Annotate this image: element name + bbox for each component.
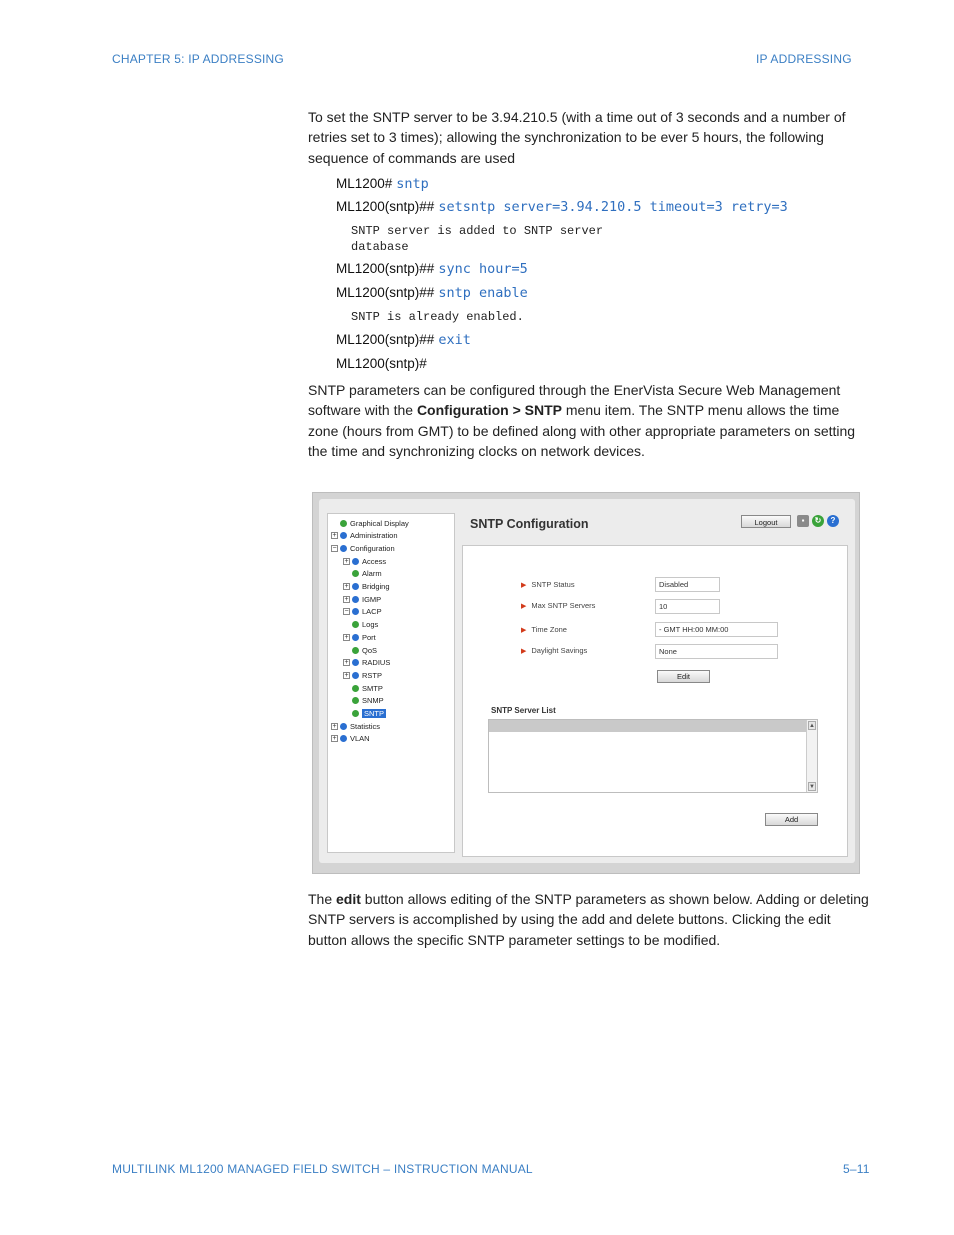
command-line [336, 261, 528, 277]
node-icon [352, 685, 359, 692]
tree-item[interactable] [331, 720, 380, 732]
command-prompt: ML1200(sntp)## [336, 285, 435, 300]
node-icon [352, 672, 359, 679]
edit-paragraph [308, 889, 872, 950]
tree-item-label: RADIUS [362, 658, 391, 668]
running-header-chapter: CHAPTER 5: IP ADDRESSING [112, 52, 284, 66]
field-label-text: SNTP Status [531, 580, 575, 589]
command-prompt: ML1200(sntp)# [336, 356, 427, 371]
bullet-arrow-icon: ▶ [521, 647, 527, 655]
paragraph-text: menu item. The SNTP menu allows the time zone (hours from GMT) to be defined along with other appropriate parameters on setting the time and synchronizing clocks on network devices. [308, 402, 856, 459]
sntp-status-field[interactable]: Disabled [655, 577, 720, 592]
tree-item-label: Statistics [350, 721, 381, 731]
tree-item-label: QoS [362, 645, 378, 655]
node-icon [352, 596, 359, 603]
tree-item[interactable] [343, 657, 390, 669]
tree-item[interactable] [343, 682, 383, 694]
sntp-configuration-screenshot [312, 492, 860, 874]
tree-item[interactable] [343, 606, 382, 618]
expand-icon[interactable]: + [332, 735, 337, 743]
spacer [331, 520, 338, 527]
tree-item-label: SNMP [362, 696, 384, 706]
bullet-arrow-icon: ▶ [521, 602, 527, 610]
command-code: sync hour=5 [438, 261, 528, 277]
node-icon [352, 570, 359, 577]
tree-item-label: Configuration [350, 543, 395, 553]
sntp-web-paragraph [308, 380, 872, 461]
paragraph-text: SNTP parameters can be configured through the EnerVista Secure Web Management software with the [308, 382, 841, 419]
tree-item-label: Alarm [362, 569, 382, 579]
help-icon[interactable]: ? [827, 515, 839, 527]
spacer [343, 685, 350, 692]
sntp-server-list-label: SNTP Server List [491, 706, 556, 715]
running-footer-title: MULTILINK ML1200 MANAGED FIELD SWITCH – INSTRUCTION MANUAL [112, 1162, 533, 1176]
tree-item[interactable] [343, 695, 384, 707]
node-icon [352, 583, 359, 590]
bullet-arrow-icon: ▶ [521, 626, 527, 634]
save-icon[interactable]: ▪ [797, 515, 809, 527]
node-icon [340, 735, 347, 742]
expand-icon[interactable]: + [344, 557, 349, 565]
scroll-down-icon[interactable]: ▼ [809, 784, 815, 790]
scroll-up-icon[interactable]: ▲ [809, 723, 815, 729]
spacer [343, 710, 350, 717]
tree-item[interactable] [343, 644, 377, 656]
node-icon [340, 545, 347, 552]
tree-item[interactable] [331, 517, 409, 529]
expand-icon[interactable]: + [344, 659, 349, 667]
node-icon [340, 532, 347, 539]
running-header-section: IP ADDRESSING [756, 52, 852, 66]
daylight-savings-field[interactable]: None [655, 644, 778, 659]
field-label-text: Time Zone [531, 625, 567, 634]
command-code: exit [438, 332, 471, 348]
tree-item[interactable] [343, 631, 376, 643]
paragraph-text: button allows editing of the SNTP parameters as shown below. Adding or deleting SNTP servers is accomplished by using the add and delete buttons. Clicking the edit button allows the specific SNTP parameter settings to be modified. [308, 891, 869, 948]
tree-item-label: SNTP [364, 709, 385, 718]
field-label-text: Max SNTP Servers [531, 601, 596, 610]
command-output: SNTP server is added to SNTP server database [351, 224, 604, 254]
tree-item-label: Port [362, 632, 376, 642]
tree-item-label: VLAN [350, 734, 370, 744]
command-prompt: ML1200(sntp)## [336, 332, 435, 347]
expand-icon[interactable]: + [344, 595, 349, 603]
spacer [343, 621, 350, 628]
page-number: 5–11 [843, 1162, 870, 1176]
edit-keyword: edit [336, 891, 361, 907]
expand-icon[interactable]: + [332, 532, 337, 540]
field-label-daylight-savings [521, 646, 587, 655]
node-icon [352, 647, 359, 654]
field-label-max-servers [521, 601, 595, 610]
command-prompt: ML1200# [336, 176, 393, 191]
tree-item[interactable] [331, 733, 370, 745]
sntp-server-list[interactable] [488, 719, 818, 793]
tree-item-label: Graphical Display [350, 518, 409, 528]
command-line [336, 176, 429, 192]
list-scrollbar[interactable] [806, 720, 817, 792]
command-code: sntp enable [438, 285, 528, 301]
command-line [336, 356, 431, 372]
logout-button[interactable]: Logout [741, 515, 791, 528]
expand-icon[interactable]: + [344, 583, 349, 590]
tree-item-label: Logs [362, 620, 379, 630]
node-icon [352, 697, 359, 704]
menu-path: Configuration > SNTP [416, 402, 562, 419]
tree-item[interactable] [343, 555, 386, 567]
expand-icon[interactable]: + [332, 722, 337, 730]
command-output: SNTP is already enabled. [351, 310, 524, 324]
collapse-icon[interactable]: − [344, 608, 349, 616]
time-zone-field[interactable]: - GMT HH:00 MM:00 [655, 622, 778, 637]
node-icon [352, 710, 359, 717]
node-icon [352, 621, 359, 628]
tree-item[interactable] [343, 568, 382, 580]
node-icon [340, 520, 347, 527]
tree-item-label: IGMP [362, 594, 382, 604]
command-code: sntp [396, 176, 429, 192]
navigation-tree [327, 513, 455, 853]
intro-paragraph: To set the SNTP server to be 3.94.210.5 (with a time out of 3 seconds and a number of retries set to 3 times); allowing the synchronization to be ever 5 hours, the following sequence of commands are used [308, 109, 846, 166]
tree-item[interactable] [343, 581, 390, 593]
spacer [343, 647, 350, 654]
tree-item-label: RSTP [362, 670, 383, 680]
expand-icon[interactable]: + [344, 633, 349, 641]
node-icon [352, 608, 359, 615]
tree-item[interactable] [343, 708, 386, 720]
spacer [343, 697, 350, 704]
command-line [336, 199, 788, 215]
add-button[interactable]: Add [765, 813, 818, 826]
tree-item[interactable] [343, 619, 378, 631]
edit-button[interactable]: Edit [657, 670, 710, 683]
node-icon [340, 723, 347, 730]
screenshot-window [319, 499, 855, 863]
command-prompt: ML1200(sntp)## [336, 261, 435, 276]
expand-icon[interactable]: + [344, 671, 349, 679]
max-servers-field[interactable]: 10 [655, 599, 720, 614]
field-label-time-zone [521, 625, 567, 634]
paragraph-text: The [308, 891, 337, 907]
tree-item[interactable] [343, 669, 382, 681]
tree-item-label: Bridging [362, 582, 390, 591]
command-line [336, 285, 528, 301]
field-label-text: Daylight Savings [531, 646, 588, 655]
field-label-sntp-status [521, 580, 575, 589]
node-icon [352, 659, 359, 666]
node-icon [352, 558, 359, 565]
tree-item-label: SMTP [362, 683, 383, 693]
spacer [343, 570, 350, 577]
command-prompt: ML1200(sntp)## [336, 199, 435, 214]
refresh-icon[interactable]: ↻ [812, 515, 824, 527]
tree-item-label: Administration [350, 531, 398, 541]
tree-item-label: LACP [362, 607, 382, 617]
tree-item[interactable] [331, 542, 395, 554]
collapse-icon[interactable]: − [332, 544, 337, 552]
command-code: setsntp server=3.94.210.5 timeout=3 retry=3 [438, 199, 788, 215]
command-line [336, 332, 471, 348]
panel-title: SNTP Configuration [470, 517, 589, 531]
tree-item-label: Access [362, 556, 387, 566]
node-icon [352, 634, 359, 641]
tree-item[interactable] [331, 530, 398, 542]
list-header [489, 720, 807, 732]
bullet-arrow-icon: ▶ [521, 581, 527, 589]
tree-item[interactable] [343, 593, 381, 605]
